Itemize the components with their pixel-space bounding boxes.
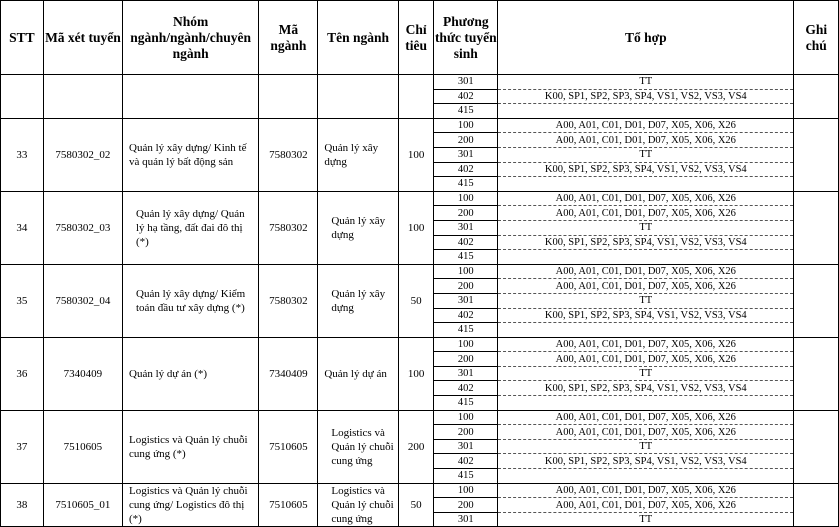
cell-to-hop: TT	[498, 220, 794, 235]
cell-phuong-thuc: 301	[434, 293, 498, 308]
cell-stt: 37	[1, 410, 44, 483]
cell-ma-nganh: 7580302	[259, 191, 318, 264]
cell-nhom-nganh: Quản lý xây dựng/ Quản lý hạ tầng, đất đai đô thị (*)	[123, 191, 259, 264]
header-to-hop: Tổ hợp	[498, 1, 794, 75]
cell-ten-nganh	[318, 75, 398, 119]
cell-nhom-nganh: Quản lý xây dựng/ Kiểm toán đầu tư xây dựng (*)	[123, 264, 259, 337]
cell-stt: 33	[1, 118, 44, 191]
cell-ghi-chu	[794, 264, 839, 337]
cell-ma-nganh: 7510605	[259, 483, 318, 527]
cell-ma-xet-tuyen: 7580302_04	[43, 264, 122, 337]
cell-phuong-thuc: 402	[434, 89, 498, 104]
cell-to-hop: TT	[498, 366, 794, 381]
cell-phuong-thuc: 402	[434, 454, 498, 469]
cell-to-hop: K00, SP1, SP2, SP3, SP4, VS1, VS2, VS3, VS4	[498, 454, 794, 469]
cell-phuong-thuc: 301	[434, 220, 498, 235]
cell-phuong-thuc: 100	[434, 410, 498, 425]
cell-nhom-nganh: Quản lý dự án (*)	[123, 337, 259, 410]
cell-ma-xet-tuyen	[43, 75, 122, 119]
cell-to-hop: A00, A01, C01, D01, D07, X05, X06, X26	[498, 191, 794, 206]
header-ma-nganh: Mã ngành	[259, 1, 318, 75]
cell-to-hop: TT	[498, 439, 794, 454]
cell-to-hop	[498, 469, 794, 484]
cell-phuong-thuc: 415	[434, 250, 498, 265]
cell-to-hop: A00, A01, C01, D01, D07, X05, X06, X26	[498, 410, 794, 425]
table-row	[1, 191, 839, 206]
cell-phuong-thuc: 100	[434, 118, 498, 133]
cell-ten-nganh: Logistics và Quản lý chuỗi cung ứng	[318, 483, 398, 527]
cell-to-hop: TT	[498, 512, 794, 527]
cell-chi-tieu	[398, 75, 434, 119]
cell-phuong-thuc: 415	[434, 323, 498, 338]
cell-ma-xet-tuyen: 7510605_01	[43, 483, 122, 527]
cell-chi-tieu: 50	[398, 483, 434, 527]
cell-to-hop: TT	[498, 293, 794, 308]
cell-ma-nganh: 7580302	[259, 118, 318, 191]
cell-ten-nganh: Quản lý xây dựng	[318, 264, 398, 337]
cell-stt: 38	[1, 483, 44, 527]
cell-ma-xet-tuyen: 7580302_02	[43, 118, 122, 191]
cell-ghi-chu	[794, 118, 839, 191]
cell-to-hop: K00, SP1, SP2, SP3, SP4, VS1, VS2, VS3, VS4	[498, 89, 794, 104]
cell-to-hop	[498, 177, 794, 192]
cell-phuong-thuc: 301	[434, 439, 498, 454]
cell-stt	[1, 75, 44, 119]
table-row	[1, 264, 839, 279]
cell-phuong-thuc: 402	[434, 235, 498, 250]
cell-ma-xet-tuyen: 7510605	[43, 410, 122, 483]
cell-ghi-chu	[794, 337, 839, 410]
cell-phuong-thuc: 415	[434, 104, 498, 119]
cell-phuong-thuc: 402	[434, 308, 498, 323]
header-chi-tieu: Chỉ tiêu	[398, 1, 434, 75]
cell-phuong-thuc: 100	[434, 264, 498, 279]
cell-nhom-nganh: Logistics và Quản lý chuỗi cung ứng (*)	[123, 410, 259, 483]
header-row	[1, 1, 839, 75]
cell-ma-nganh: 7510605	[259, 410, 318, 483]
header-ma-xet-tuyen: Mã xét tuyển	[43, 1, 122, 75]
cell-phuong-thuc: 200	[434, 425, 498, 440]
cell-phuong-thuc: 200	[434, 133, 498, 148]
cell-to-hop: TT	[498, 75, 794, 90]
cell-to-hop: A00, A01, C01, D01, D07, X05, X06, X26	[498, 425, 794, 440]
cell-phuong-thuc: 200	[434, 352, 498, 367]
cell-phuong-thuc: 200	[434, 498, 498, 513]
table-row	[1, 483, 839, 498]
cell-phuong-thuc: 301	[434, 512, 498, 527]
cell-to-hop: A00, A01, C01, D01, D07, X05, X06, X26	[498, 498, 794, 513]
cell-phuong-thuc: 301	[434, 366, 498, 381]
cell-ma-nganh: 7580302	[259, 264, 318, 337]
cell-to-hop	[498, 104, 794, 119]
cell-to-hop: K00, SP1, SP2, SP3, SP4, VS1, VS2, VS3, VS4	[498, 162, 794, 177]
cell-to-hop: A00, A01, C01, D01, D07, X05, X06, X26	[498, 264, 794, 279]
cell-stt: 34	[1, 191, 44, 264]
cell-phuong-thuc: 200	[434, 279, 498, 294]
cell-ghi-chu	[794, 75, 839, 119]
cell-chi-tieu: 100	[398, 118, 434, 191]
cell-to-hop: A00, A01, C01, D01, D07, X05, X06, X26	[498, 483, 794, 498]
table-row	[1, 410, 839, 425]
cell-ten-nganh: Quản lý dự án	[318, 337, 398, 410]
cell-chi-tieu: 100	[398, 337, 434, 410]
cell-chi-tieu: 100	[398, 191, 434, 264]
cell-ma-nganh: 7340409	[259, 337, 318, 410]
cell-ghi-chu	[794, 483, 839, 527]
cell-ten-nganh: Quản lý xây dựng	[318, 118, 398, 191]
header-phuong-thuc: Phương thức tuyển sinh	[434, 1, 498, 75]
cell-phuong-thuc: 402	[434, 381, 498, 396]
cell-phuong-thuc: 415	[434, 177, 498, 192]
header-stt: STT	[1, 1, 44, 75]
cell-ma-xet-tuyen: 7580302_03	[43, 191, 122, 264]
table-row	[1, 118, 839, 133]
cell-phuong-thuc: 100	[434, 483, 498, 498]
cell-stt: 35	[1, 264, 44, 337]
cell-to-hop: TT	[498, 147, 794, 162]
cell-nhom-nganh: Quản lý xây dựng/ Kinh tế và quản lý bất động sản	[123, 118, 259, 191]
cell-ma-xet-tuyen: 7340409	[43, 337, 122, 410]
cell-to-hop: A00, A01, C01, D01, D07, X05, X06, X26	[498, 279, 794, 294]
cell-to-hop: A00, A01, C01, D01, D07, X05, X06, X26	[498, 133, 794, 148]
cell-nhom-nganh: Logistics và Quản lý chuỗi cung ứng/ Logistics đô thị (*)	[123, 483, 259, 527]
cell-nhom-nganh	[123, 75, 259, 119]
cell-chi-tieu: 50	[398, 264, 434, 337]
cell-ghi-chu	[794, 191, 839, 264]
header-ten-nganh: Tên ngành	[318, 1, 398, 75]
cell-ghi-chu	[794, 410, 839, 483]
cell-to-hop: A00, A01, C01, D01, D07, X05, X06, X26	[498, 206, 794, 221]
cell-to-hop: A00, A01, C01, D01, D07, X05, X06, X26	[498, 352, 794, 367]
cell-phuong-thuc: 301	[434, 147, 498, 162]
cell-to-hop: K00, SP1, SP2, SP3, SP4, VS1, VS2, VS3, VS4	[498, 381, 794, 396]
cell-phuong-thuc: 415	[434, 469, 498, 484]
cell-phuong-thuc: 200	[434, 206, 498, 221]
cell-phuong-thuc: 100	[434, 337, 498, 352]
cell-to-hop	[498, 396, 794, 411]
cell-to-hop: K00, SP1, SP2, SP3, SP4, VS1, VS2, VS3, VS4	[498, 235, 794, 250]
header-ghi-chu: Ghi chú	[794, 1, 839, 75]
cell-to-hop: A00, A01, C01, D01, D07, X05, X06, X26	[498, 337, 794, 352]
table-row	[1, 337, 839, 352]
cell-ten-nganh: Logistics và Quản lý chuỗi cung ứng	[318, 410, 398, 483]
cell-ma-nganh	[259, 75, 318, 119]
cell-to-hop	[498, 250, 794, 265]
cell-chi-tieu: 200	[398, 410, 434, 483]
table-row	[1, 75, 839, 90]
cell-phuong-thuc: 402	[434, 162, 498, 177]
cell-phuong-thuc: 301	[434, 75, 498, 90]
cell-to-hop	[498, 323, 794, 338]
cell-phuong-thuc: 100	[434, 191, 498, 206]
header-nhom-nganh: Nhóm ngành/ngành/chuyên ngành	[123, 1, 259, 75]
cell-to-hop: A00, A01, C01, D01, D07, X05, X06, X26	[498, 118, 794, 133]
cell-stt: 36	[1, 337, 44, 410]
cell-ten-nganh: Quản lý xây dựng	[318, 191, 398, 264]
cell-phuong-thuc: 415	[434, 396, 498, 411]
cell-to-hop: K00, SP1, SP2, SP3, SP4, VS1, VS2, VS3, VS4	[498, 308, 794, 323]
